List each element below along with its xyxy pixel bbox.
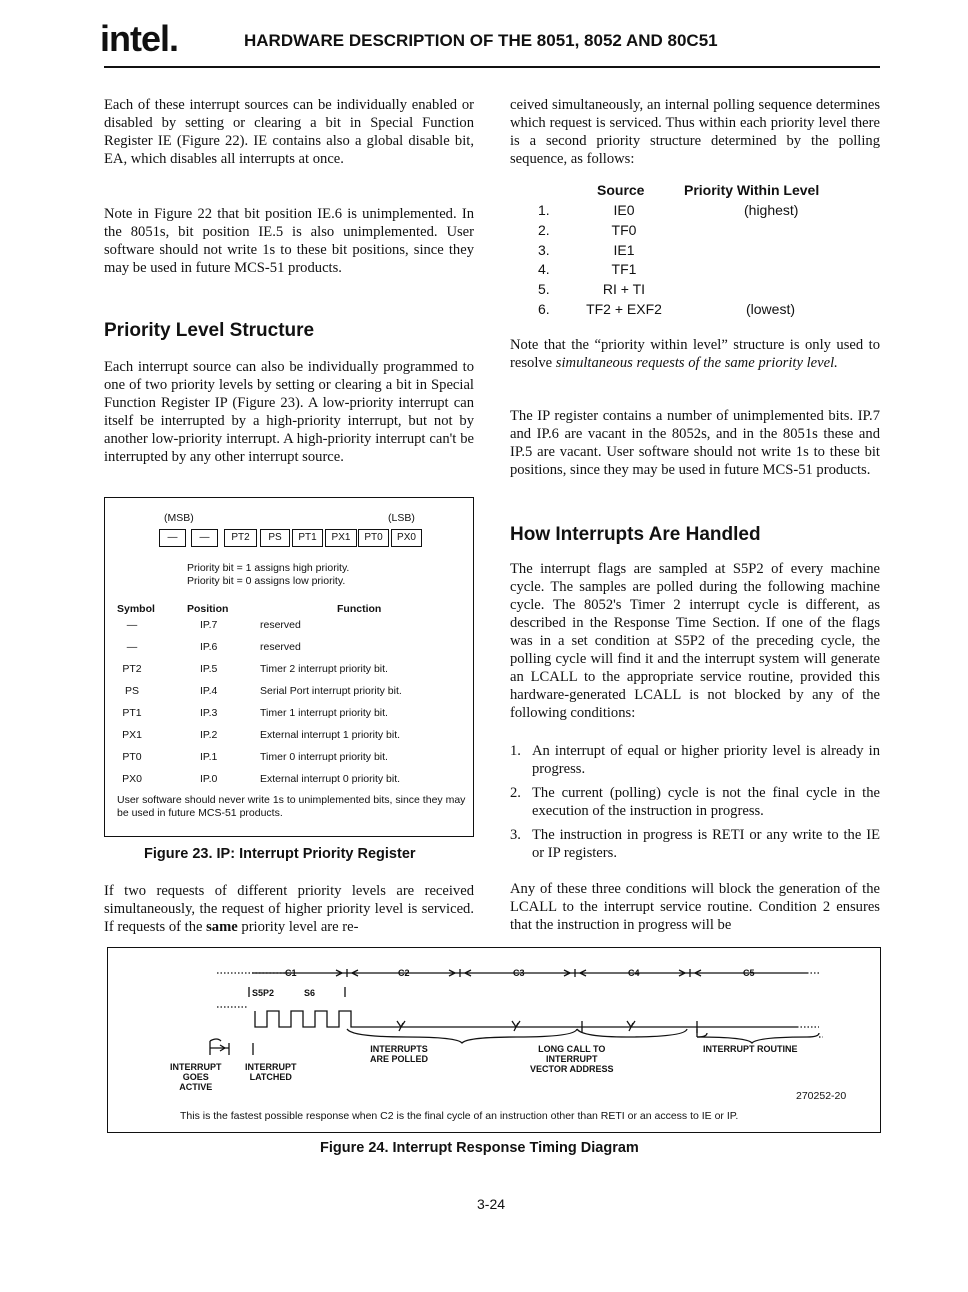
intel-logo: intel.: [100, 18, 179, 59]
figure-23-caption: Figure 23. IP: Interrupt Priority Register: [144, 846, 416, 862]
row-function: External interrupt 0 priority bit.: [260, 773, 401, 785]
polling-row-priority: (highest): [744, 202, 799, 218]
col-function-header: Function: [337, 603, 382, 615]
row-function: Serial Port interrupt priority bit.: [260, 685, 402, 697]
cycle-label-c1: C1: [285, 968, 297, 978]
page-number: 3-24: [477, 1196, 506, 1212]
label-interrupt-routine: INTERRUPT ROUTINE: [703, 1044, 798, 1054]
label-long-call: LONG CALL TO INTERRUPT VECTOR ADDRESS: [530, 1044, 614, 1074]
label-interrupt-goes-active: INTERRUPT GOES ACTIVE: [170, 1062, 222, 1092]
row-symbol: PT1: [122, 707, 142, 719]
polling-row-source: TF0: [611, 222, 637, 238]
row-position: IP.0: [200, 773, 218, 785]
row-position: IP.3: [200, 707, 218, 719]
row-symbol: PX0: [122, 773, 142, 785]
polling-table-header-source: Source: [597, 182, 645, 198]
figure-24-ref-number: 270252-20: [796, 1090, 847, 1102]
heading-priority-level-structure: Priority Level Structure: [104, 320, 315, 341]
polling-row-priority: (lowest): [746, 301, 796, 317]
row-function: reserved: [260, 619, 301, 631]
polling-row-number: 6.: [538, 301, 550, 317]
row-function: reserved: [260, 641, 301, 653]
row-symbol: PS: [124, 685, 139, 697]
col-symbol-header: Symbol: [117, 603, 155, 615]
polling-row-number: 5.: [538, 281, 550, 297]
left-paragraph-3: Each interrupt source can also be individually programmed to one of two priority levels by setting or clearing a bit in Special Function Register IP (Figure 23). A low-priority interrupt can itself be interrupted by a high-priority interrupt, but not by another low-priority interrupt. A high-priority interrupt can't be interrupted by any other interrupt source.: [104, 359, 474, 465]
row-position: IP.1: [200, 751, 218, 763]
row-position: IP.5: [200, 663, 218, 675]
ip-bit-3: PT1: [292, 529, 323, 547]
right-paragraph-5: Any of these three conditions will block the generation of the LCALL to the interrupt service routine. Condition 2 ensures that the instruction in progress will be: [510, 881, 880, 933]
row-function: Timer 2 interrupt priority bit.: [260, 663, 388, 675]
polling-row-source: TF1: [611, 261, 637, 277]
page-header-title: HARDWARE DESCRIPTION OF THE 8051, 8052 AND 80C51: [244, 31, 718, 50]
row-symbol: —: [126, 619, 138, 631]
priority-note-1: Priority bit = 1 assigns high priority.: [187, 562, 350, 574]
label-interrupt-latched: INTERRUPT LATCHED: [245, 1062, 297, 1082]
polling-row-number: 4.: [538, 261, 550, 277]
cycle-label-c3: C3: [513, 968, 525, 978]
ip-bit-6: —: [191, 529, 218, 547]
ip-bit-7: —: [159, 529, 186, 547]
polling-row-source: IE1: [613, 242, 635, 258]
list-item: 3. The instruction in progress is RETI or any write to the IE or IP registers.: [510, 827, 880, 861]
left-paragraph-2: Note in Figure 22 that bit position IE.6 is unimplemented. In the 8051s, bit position IE.5 is also unimplemented. User software should not write 1s to these bit positions, since they may be used in future MCS-51 products.: [104, 206, 474, 276]
label-interrupts-polled: INTERRUPTS ARE POLLED: [370, 1044, 429, 1064]
figure-23-footnote: User software should never write 1s to unimplemented bits, since they may be used in future MCS-51 products.: [117, 794, 466, 819]
right-paragraph-1: ceived simultaneously, an internal polling sequence determines which request is serviced. Thus within each priority level there is a second priority structure determined by the polling sequence, as follows:: [510, 97, 880, 167]
row-position: IP.7: [200, 619, 218, 631]
ip-bit-4: PS: [260, 529, 290, 547]
ip-bit-0: PX0: [391, 529, 422, 547]
row-function: Timer 0 interrupt priority bit.: [260, 751, 388, 763]
row-position: IP.2: [200, 729, 218, 741]
ip-bit-2: PX1: [325, 529, 357, 547]
right-paragraph-3: The IP register contains a number of unimplemented bits. IP.7 and IP.6 are vacant in the 8052s, and in the 8051s these and IP.5 are vacant. User software should not write 1s to these bit positions, since they may be used in future MCS-51 products.: [510, 408, 880, 478]
left-paragraph-1: Each of these interrupt sources can be individually enabled or disabled by setting or clearing a bit in Special Function Register IE (Figure 22). IE contains also a global disable bit, EA, which disables all interrupts at once.: [104, 97, 474, 167]
priority-note-2: Priority bit = 0 assigns low priority.: [187, 575, 346, 587]
row-symbol: PX1: [122, 729, 142, 741]
cycle-label-c2: C2: [398, 968, 410, 978]
header-rule: [104, 66, 880, 68]
polling-table-header-priority: Priority Within Level: [684, 182, 820, 198]
msb-label: (MSB): [164, 512, 194, 524]
ip-bit-1: PT0: [358, 529, 389, 547]
polling-row-source: IE0: [613, 202, 635, 218]
s5p2-label: S5P2: [252, 988, 275, 998]
timing-diagram: [107, 947, 881, 1133]
right-paragraph-4: The interrupt flags are sampled at S5P2 of every machine cycle. The samples are polled during the following machine cycle. The 8052's Timer 2 interrupt cycle is different, as described in the Response Time Section. If one of the flags was in a set condition at S5P2 of the preceding cycle, the polling cycle will find it and the interrupt system will generate an LCALL to the appropriate service routine, provided this hardware-generated LCALL is not blocked by any of the following conditions:: [510, 561, 880, 721]
row-position: IP.6: [200, 641, 218, 653]
row-function: Timer 1 interrupt priority bit.: [260, 707, 388, 719]
cycle-label-c5: C5: [743, 968, 755, 978]
row-symbol: —: [126, 641, 138, 653]
blocking-conditions-list: [510, 742, 880, 868]
figure-24-caption: Figure 24. Interrupt Response Timing Diagram: [320, 1140, 639, 1156]
polling-row-number: 2.: [538, 222, 550, 238]
row-function: External interrupt 1 priority bit.: [260, 729, 401, 741]
polling-row-source: RI + TI: [602, 281, 646, 297]
right-paragraph-2: Note that the “priority within level” structure is only used to resolve simultaneous requests of the same priority level.: [510, 337, 880, 371]
row-symbol: PT0: [122, 751, 142, 763]
row-position: IP.4: [200, 685, 218, 697]
lsb-label: (LSB): [388, 512, 415, 524]
s6-label: S6: [304, 988, 316, 998]
cycle-label-c4: C4: [628, 968, 640, 978]
ip-bit-5: PT2: [224, 529, 257, 547]
figure-24-note: This is the fastest possible response when C2 is the final cycle of an instruction other than RETI or an access to IE or IP.: [180, 1110, 739, 1122]
left-paragraph-4: If two requests of different priority levels are received simultaneously, the request of higher priority level is serviced. If requests of the same priority level are re-: [104, 883, 474, 935]
polling-row-number: 3.: [538, 242, 550, 258]
polling-row-source: TF2 + EXF2: [586, 301, 662, 317]
col-position-header: Position: [187, 603, 229, 615]
polling-row-number: 1.: [538, 202, 550, 218]
row-symbol: PT2: [122, 663, 142, 675]
list-item: 1. An interrupt of equal or higher priority level is already in progress.: [510, 743, 880, 777]
list-item: 2. The current (polling) cycle is not the final cycle in the execution of the instruction in progress.: [510, 785, 880, 819]
heading-how-interrupts-are-handled: How Interrupts Are Handled: [510, 524, 761, 545]
